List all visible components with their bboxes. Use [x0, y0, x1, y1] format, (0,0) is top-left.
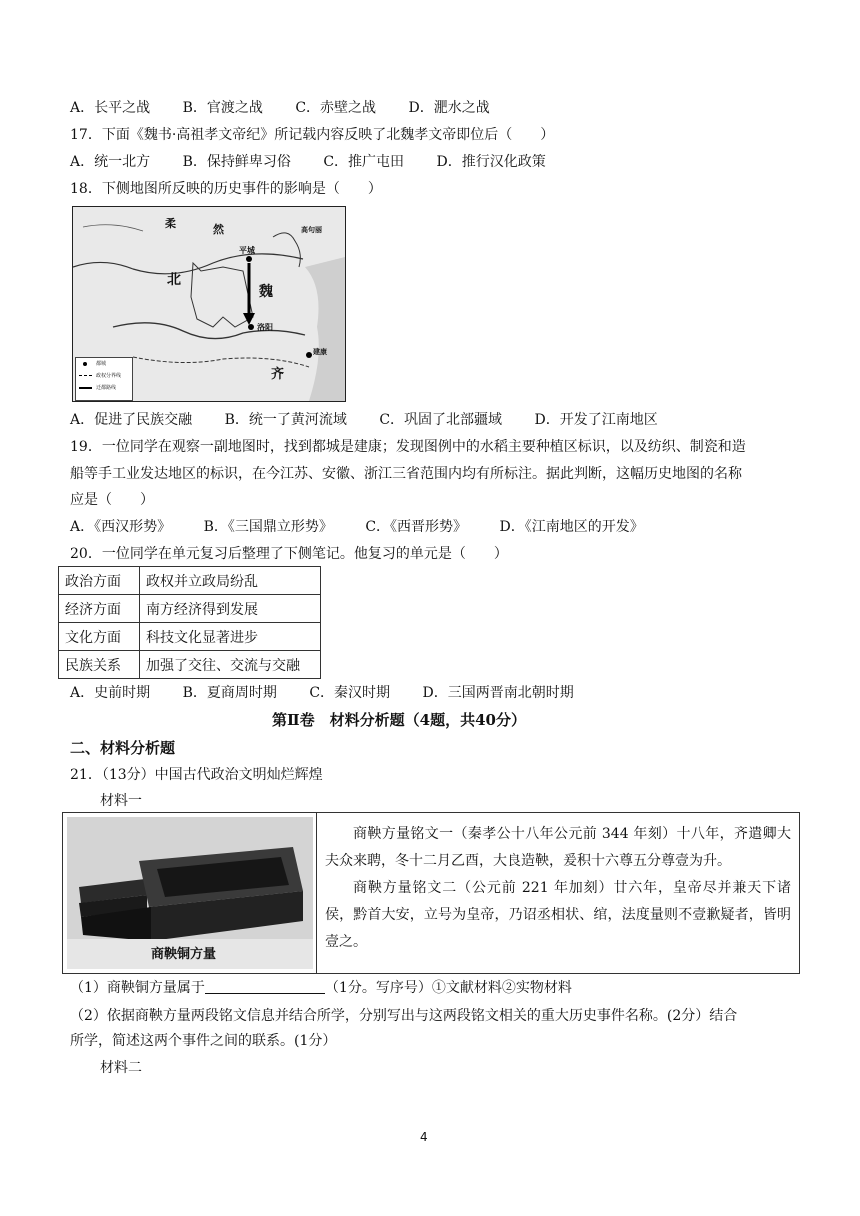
map-label-korea: 高句丽 — [301, 225, 322, 234]
map-label-pingcheng: 平城 — [239, 245, 255, 255]
q21-sub1 — [70, 978, 572, 998]
q20-option-d: D．三国两晋南北朝时期 — [422, 685, 574, 701]
map-label-north: 北 — [167, 272, 181, 288]
page-number: 4 — [420, 1130, 428, 1144]
table-aspect: 文化方面 — [59, 623, 140, 651]
q16-option-b: B．官渡之战 — [182, 100, 263, 116]
part2-title: 第Ⅱ卷 材料分析题（4题，共40分） — [272, 711, 526, 729]
q20-option-b: B．夏商周时期 — [182, 685, 277, 701]
q18-options — [70, 410, 658, 430]
material1-label: 材料一 — [100, 793, 142, 809]
migration-map — [72, 206, 346, 402]
table-content: 政权并立政局纷乱 — [140, 567, 321, 595]
table-aspect: 民族关系 — [59, 651, 140, 679]
q19-stem-line1: 19．一位同学在观察一副地图时，找到都城是建康；发现图例中的水稻主要种植区标识，以及纺织、制瓷和造 — [70, 439, 746, 455]
q16-option-a: A．长平之战 — [70, 100, 151, 116]
table-aspect: 政治方面 — [59, 567, 140, 595]
material1-box — [62, 812, 800, 974]
q17-option-d: D．推行汉化政策 — [436, 154, 546, 170]
q18-option-c: C．巩固了北部疆域 — [379, 412, 503, 428]
table-row — [59, 567, 321, 595]
photo-caption: 商鞅铜方量 — [151, 947, 217, 962]
q20-option-c: C．秦汉时期 — [309, 685, 391, 701]
table-content: 加强了交往、交流与交融 — [140, 651, 321, 679]
q19-option-a: A．《西汉形势》 — [70, 519, 172, 535]
table-content: 南方经济得到发展 — [140, 595, 321, 623]
q17-options — [70, 152, 546, 172]
table-aspect: 经济方面 — [59, 595, 140, 623]
q18-stem: 18．下侧地图所反映的历史事件的影响是（ ） — [70, 181, 382, 197]
legend-route: 迁都路线 — [76, 382, 132, 394]
q20-stem: 20．一位同学在单元复习后整理了下侧笔记。他复习的单元是（ ） — [70, 546, 508, 562]
q21-sub1-prefix: （1）商鞅铜方量属于 — [70, 980, 205, 996]
q19-option-c: C．《西晋形势》 — [365, 519, 468, 535]
q18-option-a: A．促进了民族交融 — [70, 412, 193, 428]
q17-option-b: B．保持鲜卑习俗 — [182, 154, 291, 170]
inscription-2: 商鞅方量铭文二（公元前 221 年加刻）廿六年，皇帝尽并兼天下诸侯，黔首大安，立号为皇帝，乃诏丞相状、绾，法度量则不壹歉疑者，皆明壹之。 — [325, 880, 791, 950]
q18-option-d: D．开发了江南地区 — [534, 412, 658, 428]
q16-option-d: D．淝水之战 — [408, 100, 490, 116]
table-row — [59, 623, 321, 651]
map-label-luoyang: 洛阳 — [257, 322, 273, 332]
bronze-measure-photo — [67, 817, 313, 969]
q21-stem: 21．（13分）中国古代政治文明灿烂辉煌 — [70, 767, 323, 783]
q20-options — [70, 683, 574, 703]
map-label-jiankang: 建康 — [313, 347, 327, 356]
q19-options — [70, 517, 644, 537]
q17-option-c: C．推广屯田 — [323, 154, 405, 170]
q18-option-b: B．统一了黄河流域 — [224, 412, 347, 428]
table-row — [59, 595, 321, 623]
q19-stem-line3: 应是（ ） — [70, 492, 154, 508]
q16-options — [70, 98, 490, 118]
map-legend — [75, 357, 133, 401]
inscription-1: 商鞅方量铭文一（秦孝公十八年公元前 344 年刻）十八年，齐遣卿大夫众来聘，冬十二月乙酉，大良造鞅，爰积十六尊五分尊壹为升。 — [325, 826, 791, 869]
q21-sub2-line2: 所学，简述这两个事件之间的联系。(1分） — [70, 1033, 337, 1049]
section2-title: 二、材料分析题 — [70, 739, 176, 757]
q17-option-a: A．统一北方 — [70, 154, 151, 170]
q19-option-d: D．《江南地区的开发》 — [499, 519, 644, 535]
material-divider — [316, 813, 317, 973]
review-notes-table — [58, 566, 321, 679]
q16-option-c: C．赤壁之战 — [295, 100, 377, 116]
legend-capital: 都城 — [76, 358, 132, 370]
q21-sub1-suffix: （1分。写序号）①文献材料②实物材料 — [324, 980, 572, 996]
legend-border: 政权分界线 — [76, 370, 132, 382]
q17-stem: 17．下面《魏书·高祖孝文帝纪》所记载内容反映了北魏孝文帝即位后（ ） — [70, 127, 555, 143]
answer-blank[interactable] — [205, 979, 325, 994]
table-content: 科技文化显著进步 — [140, 623, 321, 651]
inscription-text — [325, 821, 791, 956]
map-label-wei: 魏 — [259, 284, 273, 300]
table-row — [59, 651, 321, 679]
q21-sub2-line1: （2）依据商鞅方量两段铭文信息并结合所学，分别写出与这两段铭文相关的重大历史事件名称。(2分）结合 — [70, 1008, 738, 1024]
q19-option-b: B．《三国鼎立形势》 — [203, 519, 333, 535]
map-label-rouran-1: 柔 — [165, 217, 176, 230]
q19-stem-line2: 船等手工业发达地区的标识，在今江苏、安徽、浙江三省范围内均有所标注。据此判断，这幅历史地图的名称 — [70, 466, 742, 482]
map-label-qi: 齐 — [271, 367, 285, 382]
map-label-rouran-2: 然 — [213, 223, 224, 236]
material2-label: 材料二 — [100, 1060, 142, 1076]
q20-option-a: A．史前时期 — [70, 685, 151, 701]
